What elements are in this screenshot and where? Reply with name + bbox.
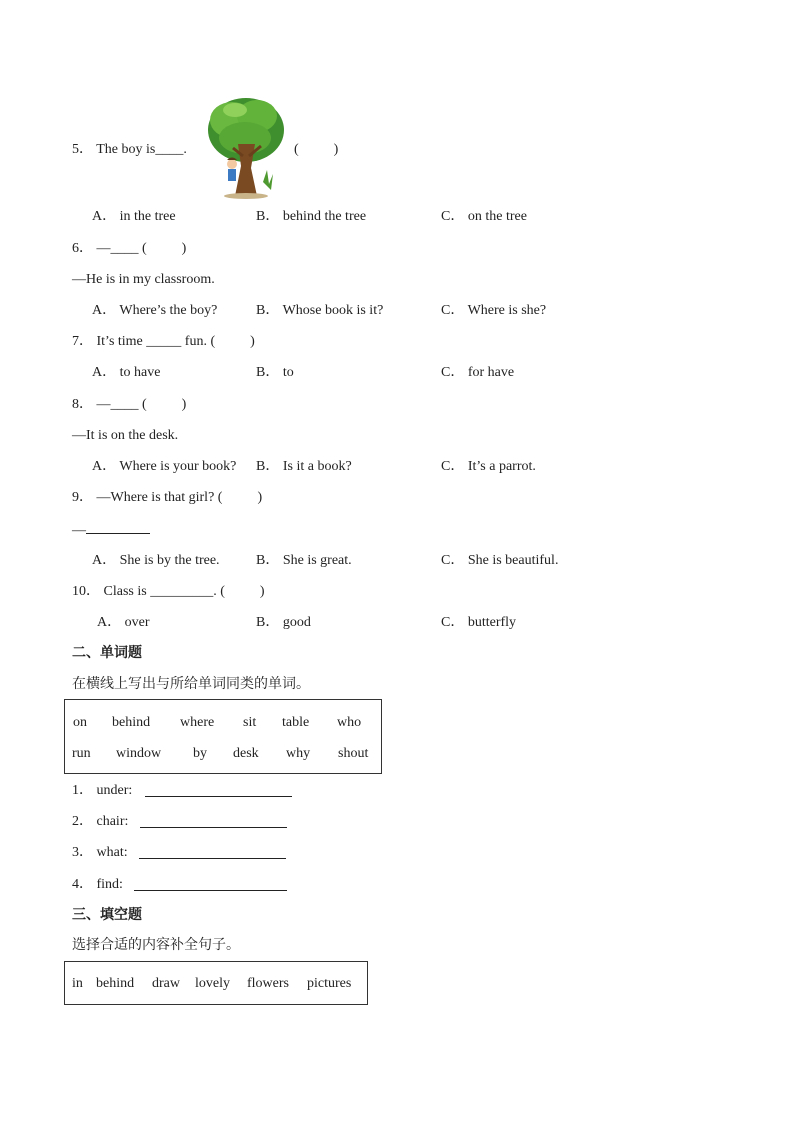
- word-bank-item: draw: [152, 976, 180, 991]
- word-bank-item: by: [193, 746, 207, 761]
- answer-blank[interactable]: ____: [110, 397, 139, 412]
- question-9-stem: [72, 489, 262, 507]
- word-item-4: 4． find:: [72, 877, 123, 892]
- question-8-stem: [72, 396, 186, 414]
- question-number: 5．: [72, 142, 93, 157]
- word-bank-item: desk: [233, 746, 259, 761]
- option-a[interactable]: A． to have: [92, 365, 161, 380]
- answer-bracket[interactable]: ( ): [217, 490, 263, 505]
- question-text: —: [96, 241, 111, 256]
- word-bank-item: in: [72, 976, 83, 991]
- question-text: The boy is: [96, 142, 156, 157]
- word-bank-item: where: [180, 715, 215, 730]
- section-instruction: 在横线上写出与所给单词同类的单词。: [72, 676, 310, 692]
- option-c[interactable]: C． Where is she?: [441, 303, 547, 318]
- question-text: It’s time: [96, 334, 147, 349]
- option-c[interactable]: C． She is beautiful.: [441, 553, 559, 568]
- answer-bracket[interactable]: ( ): [142, 397, 187, 412]
- word-bank-item: window: [116, 746, 162, 761]
- word-bank-box: [64, 699, 382, 774]
- question-text: —: [96, 397, 111, 412]
- section-title: 二、单词题: [72, 645, 142, 661]
- answer-line-2[interactable]: [140, 815, 287, 828]
- word-bank-item: run: [72, 746, 91, 761]
- question-number: 8．: [72, 397, 93, 412]
- option-c[interactable]: C． on the tree: [441, 209, 527, 224]
- option-b[interactable]: B． Is it a book?: [256, 459, 352, 474]
- option-b[interactable]: B． to: [256, 365, 294, 380]
- question-5-stem: [72, 141, 187, 159]
- question-number: 9．: [72, 490, 93, 505]
- word-bank-item: flowers: [247, 976, 289, 991]
- answer-bracket[interactable]: ( ): [220, 584, 265, 599]
- option-a[interactable]: A． in the tree: [92, 209, 176, 224]
- option-b[interactable]: B． good: [256, 615, 311, 630]
- question-6-stem: [72, 240, 186, 258]
- word-bank-item: sit: [243, 715, 257, 730]
- option-a[interactable]: A． Where is your book?: [92, 459, 237, 474]
- option-b[interactable]: B． behind the tree: [256, 209, 367, 224]
- answer-blank[interactable]: _________: [150, 584, 214, 599]
- section-instruction: 选择合适的内容补全句子。: [72, 937, 240, 953]
- option-b[interactable]: B． Whose book is it?: [256, 303, 384, 318]
- question-10-stem: 10． Class is _________. ( ): [72, 584, 265, 599]
- option-c[interactable]: C． It’s a parrot.: [441, 459, 536, 474]
- answer-blank[interactable]: ____: [110, 241, 139, 256]
- answer-blank[interactable]: _____: [146, 334, 182, 349]
- option-c[interactable]: C． butterfly: [441, 615, 517, 630]
- question-text: —Where is that girl?: [96, 490, 215, 505]
- dialogue-reply: —: [72, 521, 150, 540]
- question-text: Class is: [103, 584, 151, 599]
- dialogue-reply: —He is in my classroom.: [72, 272, 215, 287]
- option-c[interactable]: C． for have: [441, 365, 515, 380]
- word-item-2: 2． chair:: [72, 814, 129, 829]
- question-number: 7．: [72, 334, 93, 349]
- word-bank-item: behind: [112, 715, 151, 730]
- tree-with-boy-image: [205, 96, 287, 200]
- word-bank-item: who: [337, 715, 362, 730]
- option-b[interactable]: B． She is great.: [256, 553, 352, 568]
- answer-bracket[interactable]: ( ): [142, 241, 187, 256]
- answer-line-4[interactable]: [134, 878, 287, 891]
- question-number: 10．: [72, 584, 100, 599]
- answer-bracket[interactable]: ( ): [210, 334, 255, 349]
- answer-line-1[interactable]: [145, 784, 292, 797]
- answer-blank[interactable]: ____.: [155, 142, 187, 157]
- word-bank-box: [64, 961, 368, 1005]
- word-bank-item: pictures: [307, 976, 352, 991]
- answer-blank[interactable]: [86, 521, 150, 534]
- word-bank-item: lovely: [195, 976, 230, 991]
- question-number: 6．: [72, 241, 93, 256]
- word-bank-item: table: [282, 715, 310, 730]
- word-bank-item: on: [73, 715, 87, 730]
- option-a[interactable]: A． over: [97, 615, 150, 630]
- option-a[interactable]: A． Where’s the boy?: [92, 303, 218, 318]
- word-bank-item: why: [286, 746, 311, 761]
- word-item-3: 3． what:: [72, 845, 128, 860]
- section-title: 三、填空题: [72, 907, 142, 923]
- dialogue-reply: —It is on the desk.: [72, 428, 179, 443]
- answer-bracket[interactable]: ( ): [294, 142, 339, 157]
- question-7-stem: 7． It’s time _____ fun. ( ): [72, 334, 255, 349]
- answer-line-3[interactable]: [139, 846, 286, 859]
- option-a[interactable]: A． She is by the tree.: [92, 553, 220, 568]
- word-bank-item: shout: [338, 746, 369, 761]
- word-bank-item: behind: [96, 976, 135, 991]
- word-item-1: 1． under:: [72, 783, 133, 798]
